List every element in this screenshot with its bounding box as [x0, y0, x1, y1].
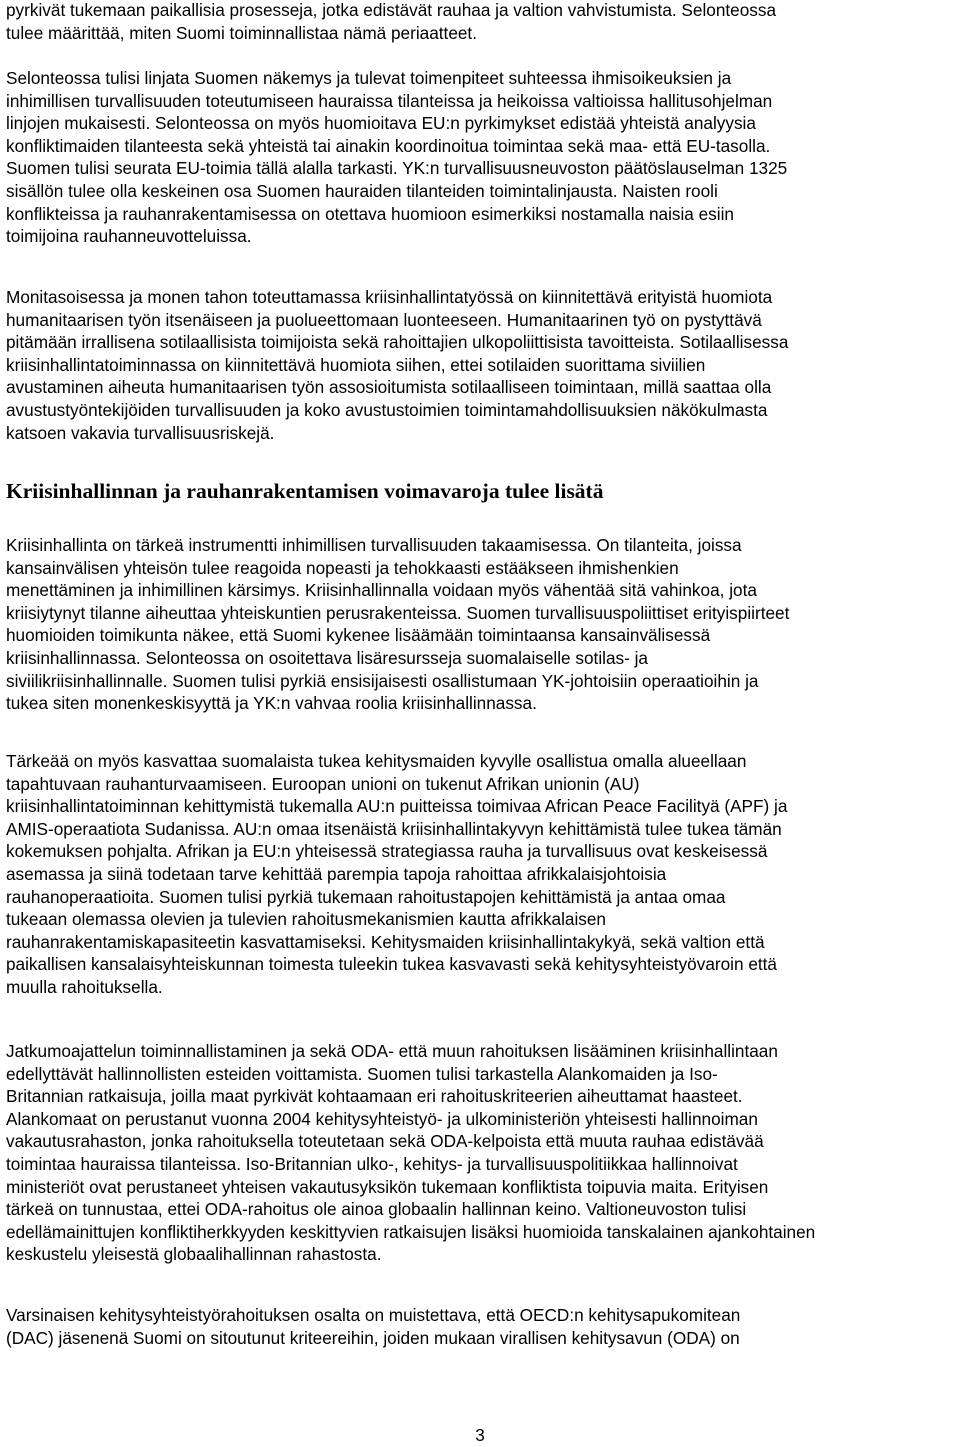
- page-number: 3: [475, 1425, 485, 1445]
- text-line: tapahtuvaan rauhanturvaamiseen. Euroopan unioni on tukenut Afrikan unionin (AU): [6, 773, 640, 794]
- text-line: AMIS-operaatiota Sudanissa. AU:n omaa itsenäistä kriisinhallintakyvyn kehittämistä tulee tukea tämän: [6, 818, 782, 839]
- text-line: muulla rahoituksella.: [6, 976, 163, 997]
- text-line: edellämainittujen konfliktiherkkyyden keskittyvien ratkaisujen lisäksi huomioida tanskalainen ajankohtainen: [6, 1221, 816, 1242]
- text-line: tärkeä on tunnustaa, ettei ODA-rahoitus ole ainoa globaalin hallinnan keino. Valtioneuvoston tulisi: [6, 1199, 747, 1220]
- text-line: edellyttävät hallinnollisten esteiden voittamista. Suomen tulisi tarkastella Alankomaiden ja Iso-: [6, 1063, 718, 1084]
- text-line: ministeriöt ovat perustaneet yhteisen vakautusyksikön tukemaan konfliktista toipuvia maita. Erityisen: [6, 1176, 769, 1197]
- text-line: avustustyöntekijöiden turvallisuuden ja koko avustustoimien toimintamahdollisuuksien näkökulmasta: [6, 399, 768, 420]
- text-line: inhimillisen turvallisuuden toteutumiseen hauraissa tilanteissa ja heikoissa valtioissa hallitusohjelman: [6, 90, 773, 111]
- paragraph-intro-continuation: [6, 0, 776, 44]
- paragraph-humanitarian: [6, 286, 788, 444]
- text-line: pyrkivät tukemaan paikallisia prosesseja, jotka edistävät rauhaa ja valtion vahvistumista. Selonteossa: [6, 0, 777, 20]
- text-line: tukeaan olemassa olevien ja tulevien rahoitusmekanismien kautta afrikkalaisen: [6, 909, 606, 930]
- text-line: Tärkeää on myös kasvattaa suomalaista tukea kehitysmaiden kyvylle osallistua omalla alueellaan: [6, 751, 747, 771]
- text-line: konfliktimaiden tilanteesta sekä yhteistä tai ainakin koordinoitua toimintaa sekä maa- että EU-tasolla.: [6, 135, 771, 156]
- text-line: siviilikriisinhallinnalle. Suomen tulisi pyrkiä ensisijaisesti osallistumaan YK-johtoisiin operaatioihin ja: [6, 670, 759, 691]
- text-line: paikallisen kansalaisyhteiskunnan toimesta tuleekin tukea kasvavasti sekä kehitysyhteistyövaroin että: [6, 954, 777, 975]
- text-line: konflikteissa ja rauhanrakentamisessa on otettava huomioon esimerkiksi nostamalla naisia esiin: [6, 203, 734, 224]
- text-line: asemassa ja siinä todetaan tarve kehittää parempia tapoja rahoittaa afrikkalaisjohtoisia: [6, 863, 667, 884]
- text-line: pitämään irrallisena sotilaallisista toimijoista sekä rahoittajien ulkopoliittisista tavoitteista. Sotilaallisessa: [6, 332, 789, 353]
- text-line: toimijoina rauhanneuvotteluissa.: [6, 226, 252, 247]
- text-line: kansainvälisen yhteisön tulee reagoida nopeasti ja tehokkaasti estääkseen ihmishenkien: [6, 557, 679, 578]
- text-line: kriisinhallintatoiminnassa on kiinnitettävä huomiota siihen, ettei sotilaiden suorittama siviilien: [6, 354, 706, 375]
- text-line: Suomen tulisi seurata EU-toimia tällä alalla tarkasti. YK:n turvallisuusneuvoston päätöslauselman 1325: [6, 158, 788, 179]
- text-line: rauhanrakentamiskapasiteetin kasvattamiseksi. Kehitysmaiden kriisinhallintakykyä, sekä valtion että: [6, 931, 765, 952]
- text-line: Britannian ratkaisuja, joilla maat pyrkivät kohtaamaan eri rahoituskriteerien aiheuttamat haasteet.: [6, 1086, 743, 1107]
- text-line: Kriisinhallinta on tärkeä instrumentti inhimillisen turvallisuuden takaamisessa. On tilanteita, joissa: [6, 535, 742, 555]
- paragraph-crisis-management: [6, 534, 789, 715]
- text-line: kriisinhallinnassa. Selonteossa on osoitettava lisäresursseja suomalaiselle sotilas- ja: [6, 647, 648, 668]
- text-line: Alankomaat on perustanut vuonna 2004 kehitysyhteistyö- ja ulkoministeriön yhteisesti hallinnoiman: [6, 1108, 758, 1129]
- text-line: avustaminen aiheuta humanitaarisen työn assosioitumista sotilaalliseen toimintaan, millä saattaa olla: [6, 377, 772, 398]
- text-line: keskustelu yleisestä globaalihallinnan rahastosta.: [6, 1244, 382, 1265]
- text-line: vakautusrahaston, jonka rahoituksella toteutetaan sekä ODA-kelpoista että muuta rauhaa edistävää: [6, 1131, 764, 1152]
- text-line: (DAC) jäsenenä Suomi on sitoutunut kriteereihin, joiden mukaan virallisen kehitysavun (ODA) on: [6, 1327, 740, 1348]
- text-line: Jatkumoajattelun toiminnallistaminen ja sekä ODA- että muun rahoituksen lisääminen kriisinhallintaan: [6, 1041, 778, 1061]
- text-line: tulee määrittää, miten Suomi toiminnallistaa nämä periaatteet.: [6, 22, 477, 43]
- text-line: Varsinaisen kehitysyhteistyörahoituksen osalta on muistettava, että OECD:n kehitysapukomitean: [6, 1305, 741, 1325]
- section-heading: Kriisinhallinnan ja rauhanrakentamisen voimavaroja tulee lisätä: [6, 479, 604, 503]
- text-line: kokemuksen pohjalta. Afrikan ja EU:n yhteisessä strategiassa rauha ja turvallisuus ovat keskeisessä: [6, 841, 768, 862]
- text-line: kriisinhallintatoiminnan kehittymistä tukemalla AU:n puitteissa toimivaa African Peace Facilityä (APF) ja: [6, 796, 788, 817]
- text-line: Selonteossa tulisi linjata Suomen näkemys ja tulevat toimenpiteet suhteessa ihmisoikeuksien ja: [6, 68, 732, 88]
- text-line: katsoen vakavia turvallisuusriskejä.: [6, 422, 275, 443]
- text-line: huomioiden toimikunta näkee, että Suomi kykenee lisäämään toimintaansa kansainvälisessä: [6, 625, 711, 646]
- text-line: toimintaa hauraissa tilanteissa. Iso-Britannian ulko-, kehitys- ja turvallisuuspolitiikkaa hallinnoivat: [6, 1153, 738, 1174]
- text-line: humanitaarisen työn itsenäiseen ja puolueettomaan luonteeseen. Humanitaarinen työ on pystyttävä: [6, 309, 762, 330]
- text-line: linjojen mukaisesti. Selonteossa on myös huomioitava EU:n pyrkimykset edistää yhteistä analyysia: [6, 113, 756, 134]
- paragraph-continuum-funding: [6, 1040, 815, 1266]
- text-line: rauhanoperaatioita. Suomen tulisi pyrkiä tukemaan rahoitustapojen kehittämistä ja antaa omaa: [6, 886, 726, 907]
- text-line: tukea siten monenkeskisyyttä ja YK:n vahvaa roolia kriisinhallinnassa.: [6, 693, 537, 714]
- paragraph-human-rights: [6, 67, 787, 248]
- text-line: Monitasoisessa ja monen tahon toteuttamassa kriisinhallintatyössä on kiinnitettävä erityistä huomiota: [6, 287, 773, 307]
- text-line: sisällön tulee olla keskeinen osa Suomen hauraiden tilanteiden toimintalinjausta. Naisten rooli: [6, 180, 718, 201]
- paragraph-peacekeeping-support: [6, 750, 787, 999]
- text-line: menettäminen ja inhimillinen kärsimys. Kriisinhallinnalla voidaan myös vähentää sitä vahinkoa, jota: [6, 580, 757, 601]
- paragraph-development-funding: [6, 1304, 740, 1349]
- text-line: kriisiytynyt tilanne aiheuttaa yhteiskuntien perusrakenteissa. Suomen turvallisuuspoliittiset erityispiirteet: [6, 602, 790, 623]
